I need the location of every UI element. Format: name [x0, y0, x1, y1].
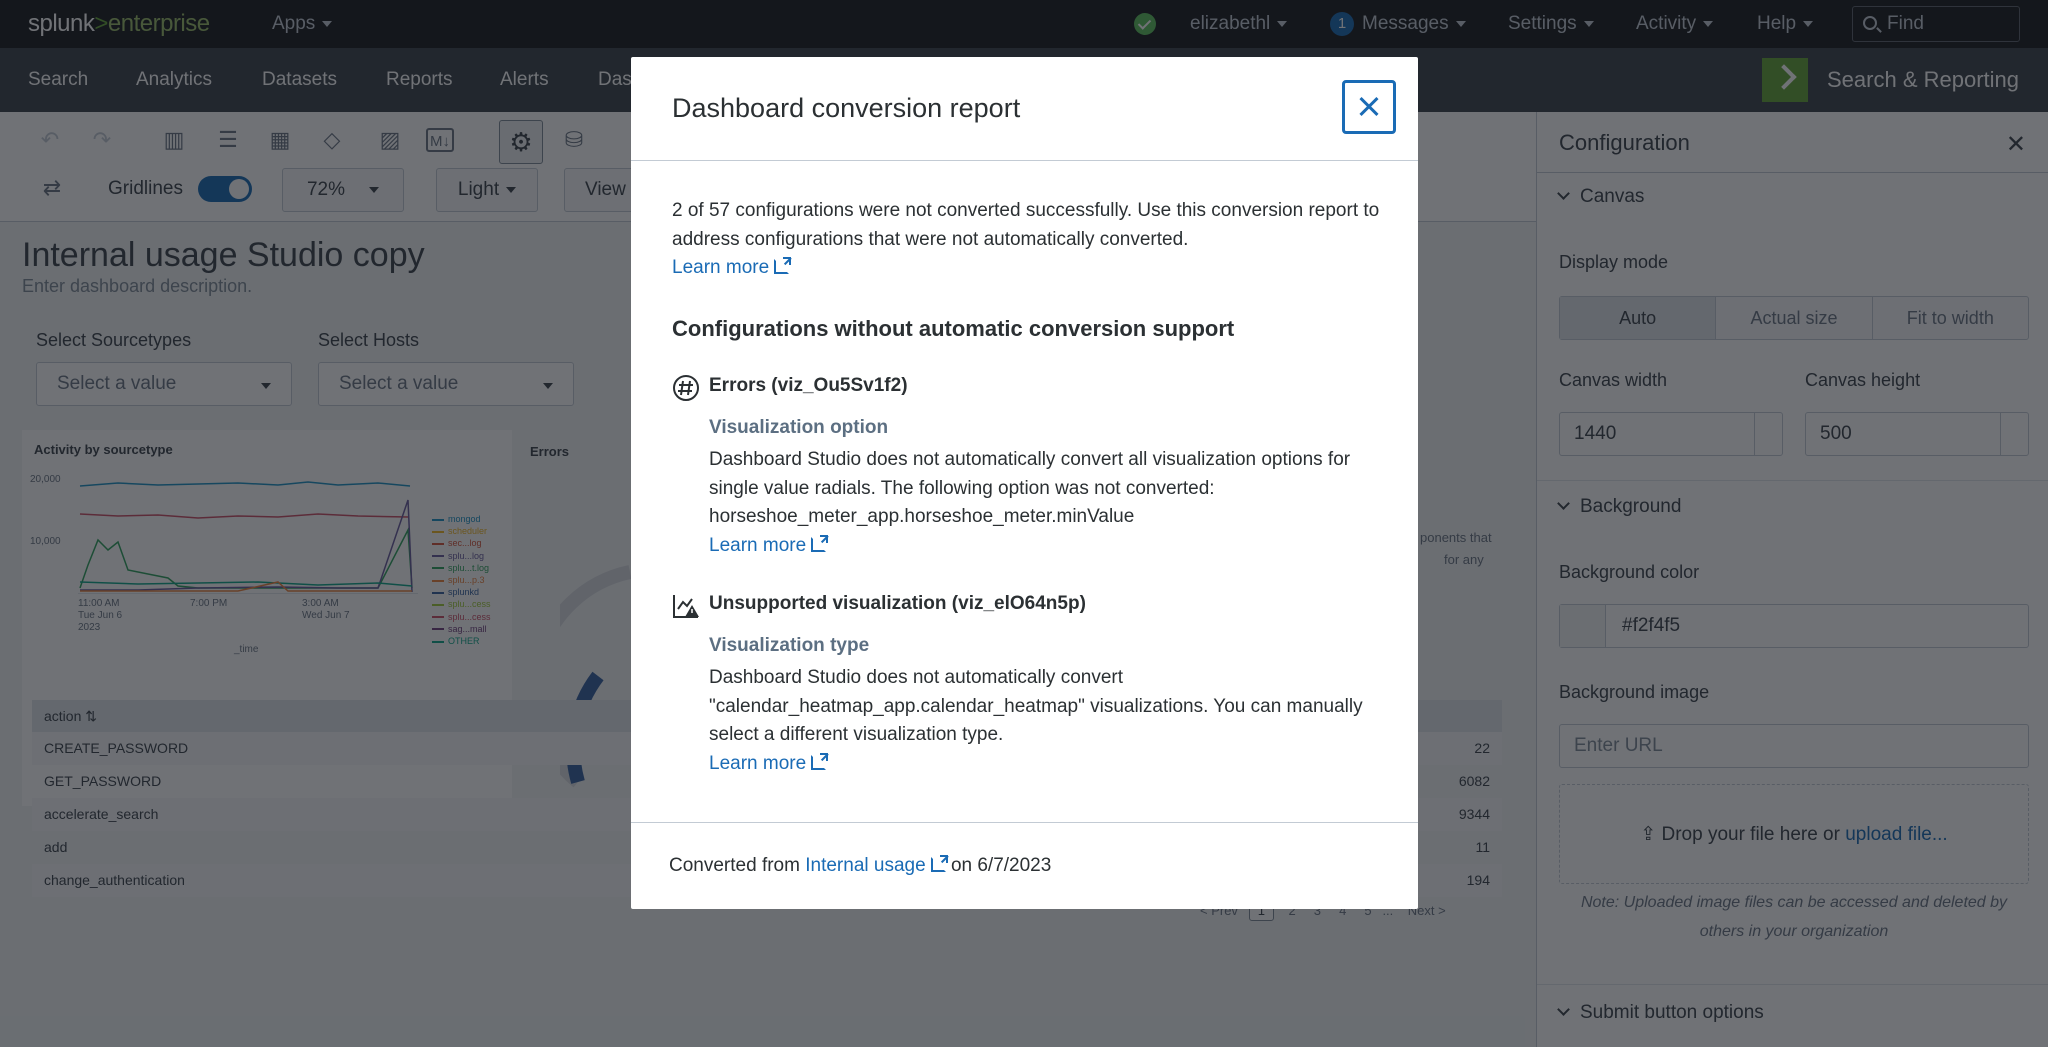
item-option-type: Visualization type — [709, 635, 870, 656]
modal-footer — [631, 822, 1418, 909]
conversion-report-dialog — [631, 57, 1418, 909]
hashtag-circle-icon — [672, 374, 700, 402]
close-icon[interactable] — [1342, 80, 1396, 134]
learn-more-link[interactable]: Learn more — [672, 257, 789, 278]
modal-intro — [672, 197, 1392, 283]
external-link-icon — [811, 537, 826, 552]
external-link-icon — [774, 259, 789, 274]
item-option-type: Visualization option — [709, 417, 889, 438]
intro-text: 2 of 57 configurations were not converted successfully. Use this conversion report to address configurations that were not automatically converted. — [672, 200, 1380, 250]
learn-more-link[interactable]: Learn more — [709, 753, 826, 774]
source-dashboard-link[interactable]: Internal usage — [805, 855, 945, 876]
modal-title: Dashboard conversion report — [672, 93, 1021, 123]
learn-more-link[interactable]: Learn more — [709, 535, 826, 556]
external-link-icon — [811, 755, 826, 770]
item-description: Dashboard Studio does not automatically convert "calendar_heatmap_app.calendar_heatmap" visualizations. You can manually select a different visualization type. Learn more — [709, 667, 1363, 774]
modal-subheading: Configurations without automatic conversion support — [672, 316, 1235, 341]
footer-text: Converted from Internal usage on 6/7/2023 — [669, 855, 1052, 876]
external-link-icon — [931, 857, 946, 872]
item-description: Dashboard Studio does not automatically convert all visualization options for single value radials. The following option was not converted: horseshoe_meter_app.horseshoe_meter.minValue Learn more — [709, 449, 1351, 556]
item-title-unsupported: Unsupported visualization (viz_elO64n5p) — [709, 593, 1086, 614]
modal-header — [631, 57, 1418, 161]
item-title-errors: Errors (viz_Ou5Sv1f2) — [709, 375, 908, 396]
unsupported-chart-warning-icon — [672, 591, 700, 619]
